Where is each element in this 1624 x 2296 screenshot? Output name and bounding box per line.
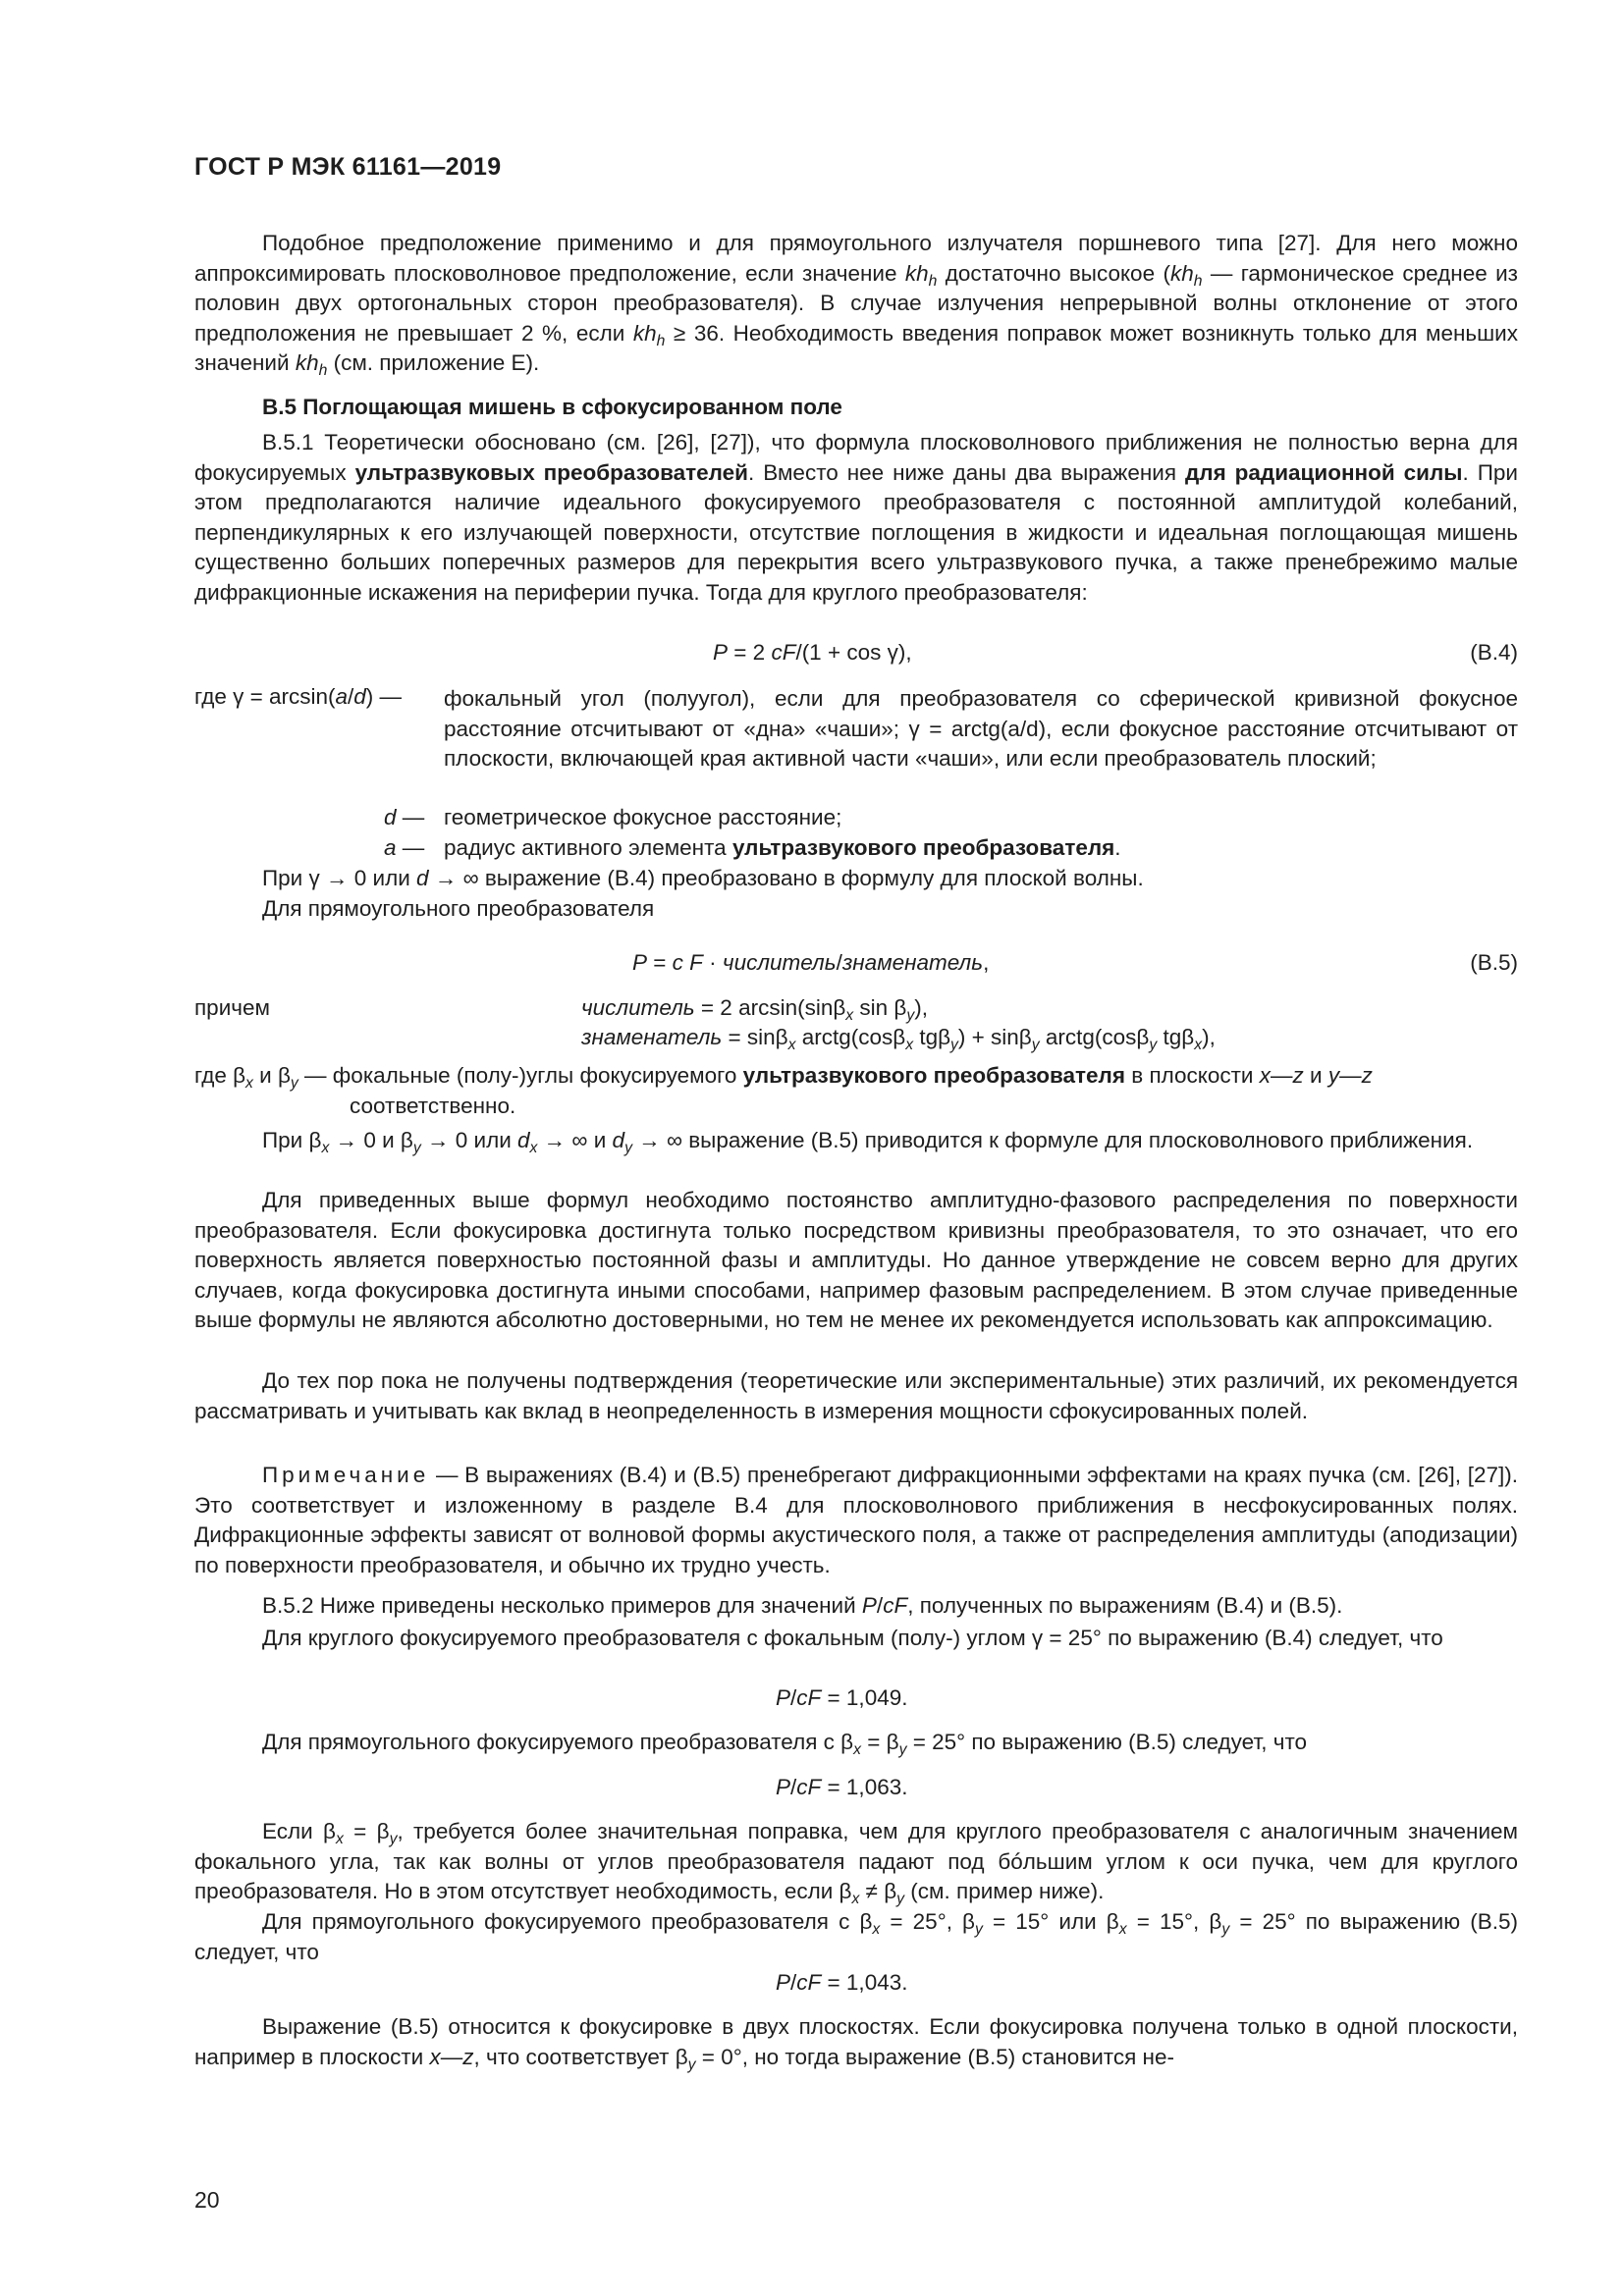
equation-result-rect-equal: P/cF = 1,063.	[776, 1775, 908, 1799]
paragraph-rectangular-intro: Для прямоугольного преобразователя	[262, 896, 655, 921]
paragraph-circular-example: Для круглого фокусируемого преобразователя с фокальным (полу-) углом γ = 25° по выражению (В.4) следует, что	[262, 1626, 1443, 1650]
equation-b5: P = c F · числитель/знаменатель,	[632, 950, 990, 975]
where-def-gamma: фокальный угол (полуугол), если для преобразователя со сферической кривизной фокусное расстояние отсчитывают от «дна» «чаши»; γ = arctg(a/d), если фокусное расстояние отсчитывают от плоскости, включающей края активной части «чаши», или если преобразователь плоский;	[444, 686, 1518, 772]
equation-denominator: знаменатель = sinβ$_x$ arctg(cosβ$_x$ tgβ$_y$) + sinβ$_y$ arctg(cosβ$_y$ tgβ$_x$),	[581, 1025, 1216, 1053]
paragraph-plane-wave-limit: При γ → 0 или d → ∞ выражение (В.4) преобразовано в формулу для плоской волны.	[262, 866, 1144, 890]
equation-label-b5: (B.5)	[1470, 950, 1518, 975]
where-lead-d: d —	[384, 805, 425, 829]
paragraph-rect-unequal-example: Для прямоугольного фокусируемого преобразователя с $\beta_x = 25^\circ$, $\beta_y = 15^\circ$ или $\beta_x = 15^\circ$, $\beta_y = 25^\circ$ по выражению (В.5) следует, что	[194, 1909, 1518, 1964]
where-lead-gamma: где γ = arcsin(a/d) —	[194, 684, 403, 709]
where-lead-a: a —	[384, 835, 425, 860]
equation-label-b4: (B.4)	[1470, 640, 1518, 665]
note-label: Примечание	[262, 1463, 430, 1487]
paragraph-correction-note: Если $\beta_x = \beta_y$, требуется более значительная поправка, чем для круглого преобразователя с аналогичным значением фокального угла, так как волны от углов преобразователя падают под бóльшим углом к оси пучка, чем для круглого преобразователя. Но в этом отсутствует необходимость, если $\beta_x \ne \beta_y$ (см. пример ниже).	[194, 1819, 1518, 1908]
where-beta-def-cont: соответственно.	[350, 1094, 516, 1118]
paragraph-b5-1: В.5.1 Теоретически обосновано (см. [26], [27]), что формула плосковолнового приближения не полностью верна для фокусируемых ультразвуковых преобразователей. Вместо нее ниже даны два выражения для радиационной силы. При этом предполагаются наличие идеального фокусируемого преобразователя с постоянной амплитудой колебаний, перпендикулярных к его излучающей поверхности, отсутствие поглощения в жидкости и идеальная поглощающая мишень существенно больших поперечных размеров для перекрытия всего ультразвукового пучка, а также пренебрежимо малые дифракционные искажения на периферии пучка. Тогда для круглого преобразователя:	[194, 430, 1518, 605]
equation-result-circular: P/cF = 1,049.	[776, 1685, 908, 1710]
note-diffraction: Примечание — В выражениях (В.4) и (В.5) пренебрегают дифракционными эффектами на краях пучка (см. [26], [27]). Это соответствует и изложенному в разделе В.4 для плосковолнового приближения в несфокусированных полях. Дифракционные эффекты зависят от волновой формы акустического поля, а также от распределения амплитуды (аподизации) по поверхности преобразователя, и обычно их трудно учесть.	[194, 1463, 1518, 1577]
equation-result-rect-unequal: P/cF = 1,043.	[776, 1970, 908, 1995]
paragraph-amplitude-phase: Для приведенных выше формул необходимо постоянство амплитудно-фазового распределения по поверхности преобразователя. Если фокусировка достигнута только посредством кривизны преобразователя, то это означает, что его поверхность является поверхностью постоянной фазы и амплитуды. Но данное утверждение не совсем верно для других случаев, когда фокусировка достигнута иными способами, например фазовым распределением. В этом случае приведенные выше формулы не являются абсолютно достоверными, но тем не менее их рекомендуется использовать как аппроксимацию.	[194, 1188, 1518, 1333]
paragraph-rect-equal-example: Для прямоугольного фокусируемого преобразователя с $\beta_x = \beta_y = 25^\circ$ по выражению (В.5) следует, что	[262, 1730, 1308, 1758]
equation-numerator: числитель = 2 arcsin(sinβ$_x$ $\sin \beta_y$),	[581, 995, 928, 1024]
paragraph-beta-limit: При $\beta_x \to 0$ и $\beta_y \to 0$ или $d_x$ → ∞ и $d_y$ → ∞ выражение (В.5) приводится к формуле для плосковолнового приближения.	[262, 1128, 1474, 1156]
page-number: 20	[194, 2187, 220, 2213]
label-prichem: причем	[194, 995, 270, 1020]
document-header: ГОСТ Р МЭК 61161—2019	[194, 153, 502, 181]
paragraph-rectangular-radiator: Подобное предположение применимо и для прямоугольного излучателя поршневого типа [27]. Для него можно аппроксимировать плосковолновое предположение, если значение $kh_h$ достаточно высокое ($kh_h$ — гармоническое среднее из половин двух ортогональных сторон преобразователя). В случае излучения непрерывной волны отклонение от этого предположения не превышает 2 %, если $kh_h \ge 36$. Необходимость введения поправок может возникнуть только для меньших значений $kh_h$ (см. приложение Е).	[194, 231, 1518, 380]
paragraph-single-plane: Выражение (В.5) относится к фокусировке в двух плоскостях. Если фокусировка получена только в одной плоскости, например в плоскости x—z, что соответствует $\beta_y = 0^\circ$, но тогда выражение (В.5) становится не-	[194, 2014, 1518, 2073]
equation-b4: P = 2 cF/(1 + cos γ),	[713, 640, 912, 665]
where-beta-def: где $\beta_x$ и $\beta_y$ — фокальные (полу-)углы фокусируемого ультразвукового преобразователя в плоскости x—z и y—z	[194, 1063, 1373, 1092]
paragraph-b5-2: В.5.2 Ниже приведены несколько примеров для значений P/cF, полученных по выражениям (В.4) и (В.5).	[262, 1593, 1343, 1618]
where-def-d: геометрическое фокусное расстояние;	[444, 805, 842, 829]
section-heading-b5: В.5 Поглощающая мишень в сфокусированном поле	[262, 395, 842, 419]
paragraph-uncertainty: До тех пор пока не получены подтверждения (теоретические или экспериментальные) этих различий, их рекомендуется рассматривать и учитывать как вклад в неопределенность в измерения мощности сфокусированных полей.	[194, 1368, 1518, 1423]
where-def-a: радиус активного элемента ультразвукового преобразователя.	[444, 835, 1121, 860]
